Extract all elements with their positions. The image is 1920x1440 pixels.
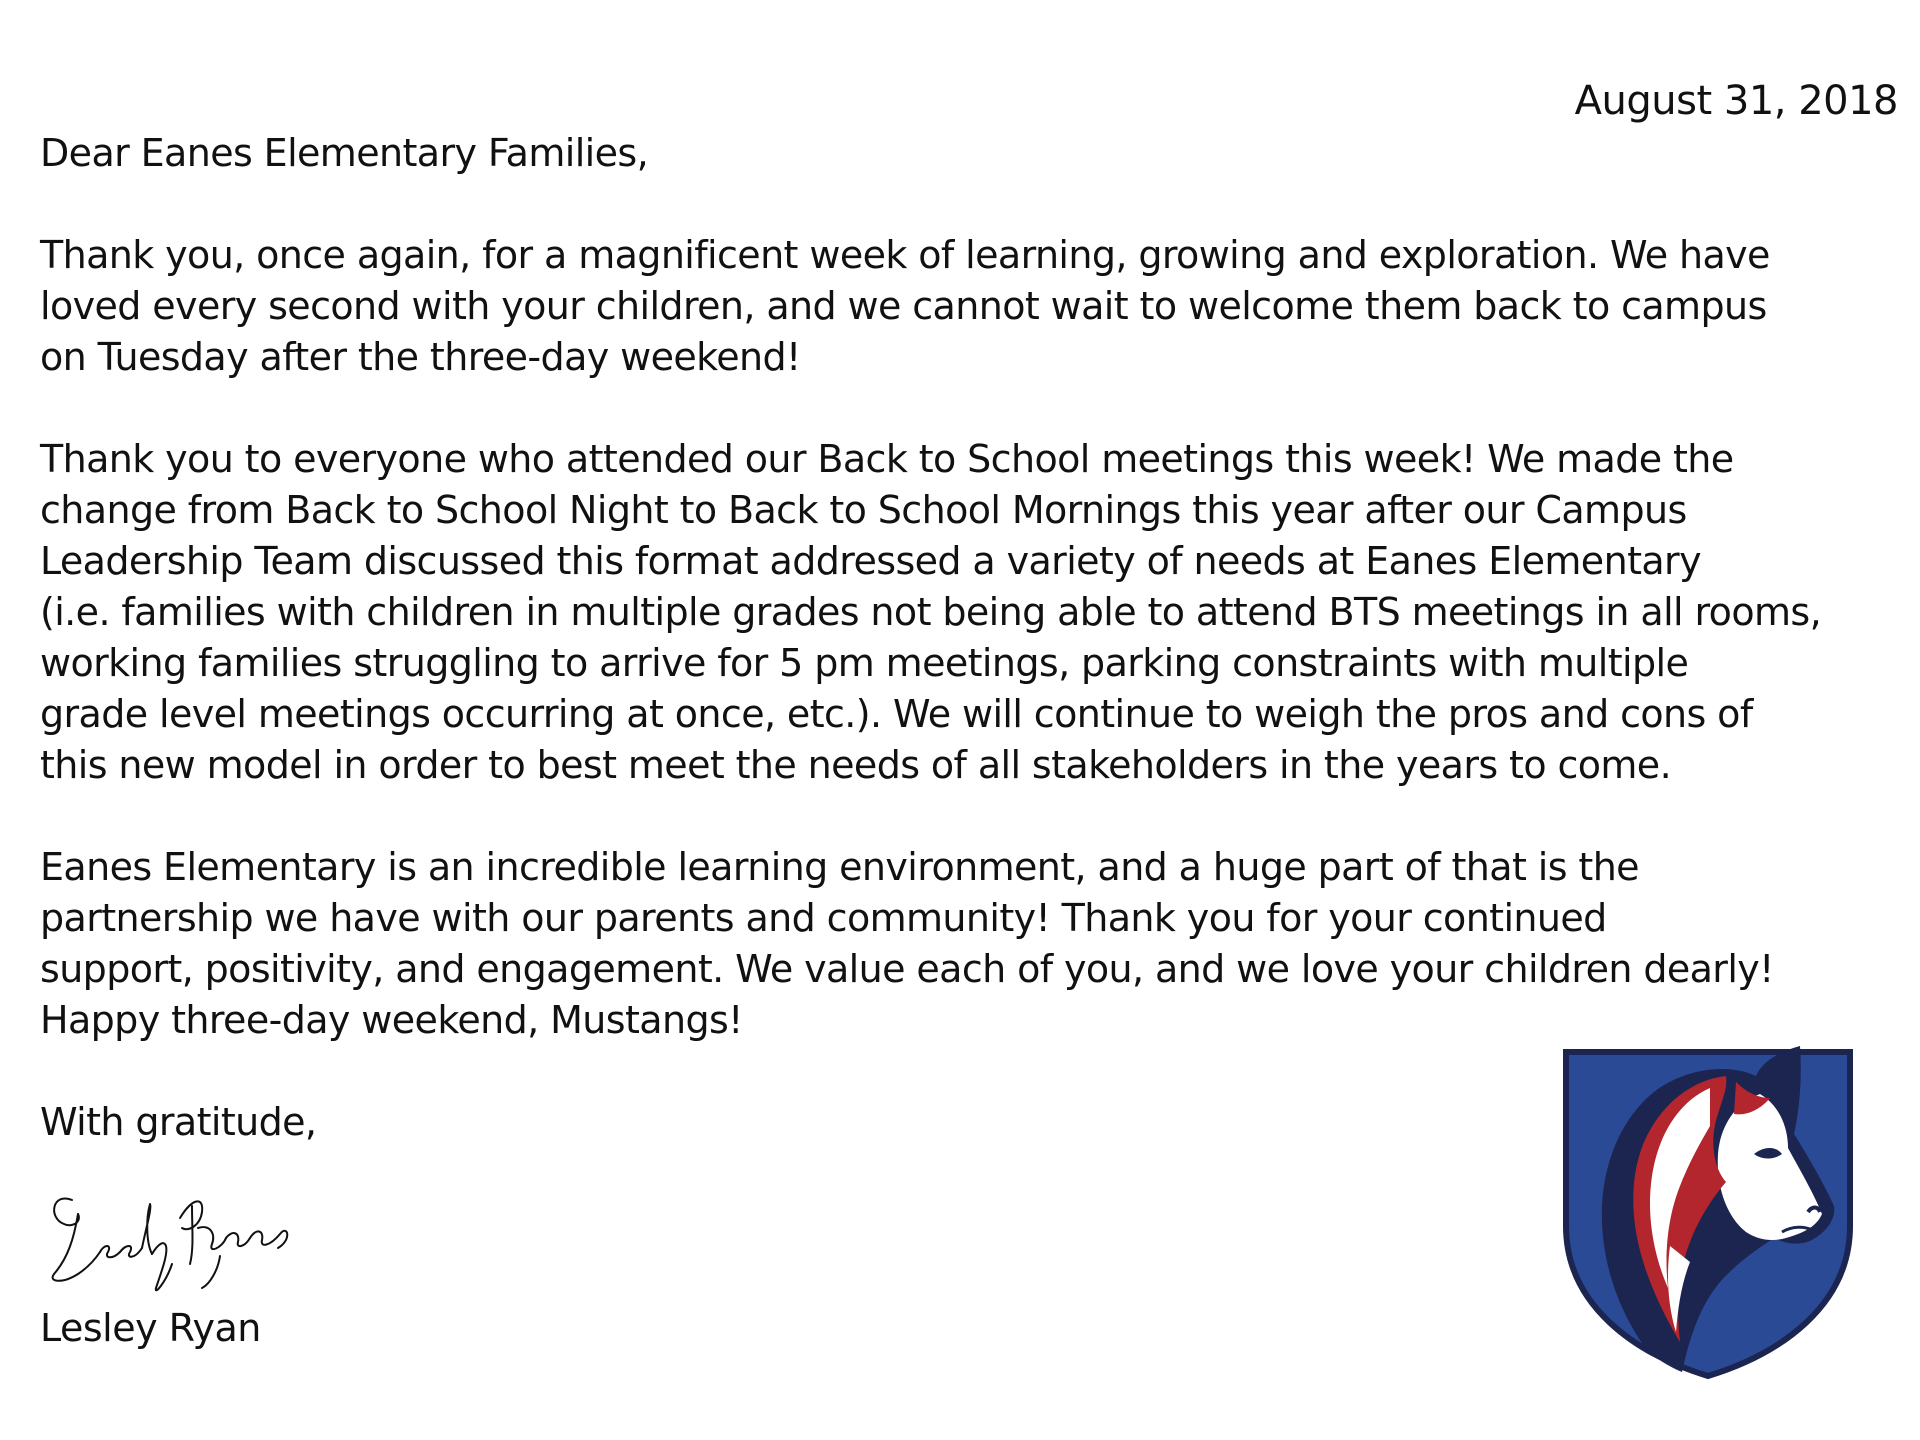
paragraph-line: Thank you, once again, for a magnificent week of learning, growing and exploration. We have: [40, 233, 1770, 277]
paragraph-line: change from Back to School Night to Back to School Mornings this year after our Campus: [40, 488, 1687, 532]
paragraph-1: [40, 230, 1900, 383]
paragraph-line: loved every second with your children, and we cannot wait to welcome them back to campus: [40, 284, 1767, 328]
paragraph-line: Thank you to everyone who attended our Back to School meetings this week! We made the: [40, 437, 1734, 481]
paragraph-line: this new model in order to best meet the needs of all stakeholders in the years to come.: [40, 743, 1672, 787]
paragraph-2: [40, 434, 1900, 791]
paragraph-line: Leadership Team discussed this format addressed a variety of needs at Eanes Elementary: [40, 539, 1701, 583]
letter-body: [40, 128, 1900, 1148]
salutation: Dear Eanes Elementary Families,: [40, 131, 649, 175]
paragraph-line: working families struggling to arrive for 5 pm meetings, parking constraints with multiple: [40, 641, 1689, 685]
paragraph-line: on Tuesday after the three-day weekend!: [40, 335, 801, 379]
paragraph-3: [40, 842, 1900, 1046]
paragraph-line: Eanes Elementary is an incredible learning environment, and a huge part of that is the: [40, 845, 1639, 889]
paragraph-line: support, positivity, and engagement. We value each of you, and we love your children dearly!: [40, 947, 1774, 991]
letter-date: August 31, 2018: [1574, 78, 1898, 124]
paragraph-line: Happy three-day weekend, Mustangs!: [40, 998, 743, 1042]
paragraph-line: partnership we have with our parents and community! Thank you for your continued: [40, 896, 1607, 940]
paragraph-line: (i.e. families with children in multiple grades not being able to attend BTS meetings in all rooms,: [40, 590, 1822, 634]
closing: With gratitude,: [40, 1100, 317, 1144]
signature-image: [42, 1178, 302, 1298]
mustang-shield-logo-icon: [1550, 1036, 1870, 1381]
paragraph-line: grade level meetings occurring at once, etc.). We will continue to weigh the pros and cons of: [40, 692, 1753, 736]
signer-name: Lesley Ryan: [40, 1306, 261, 1350]
